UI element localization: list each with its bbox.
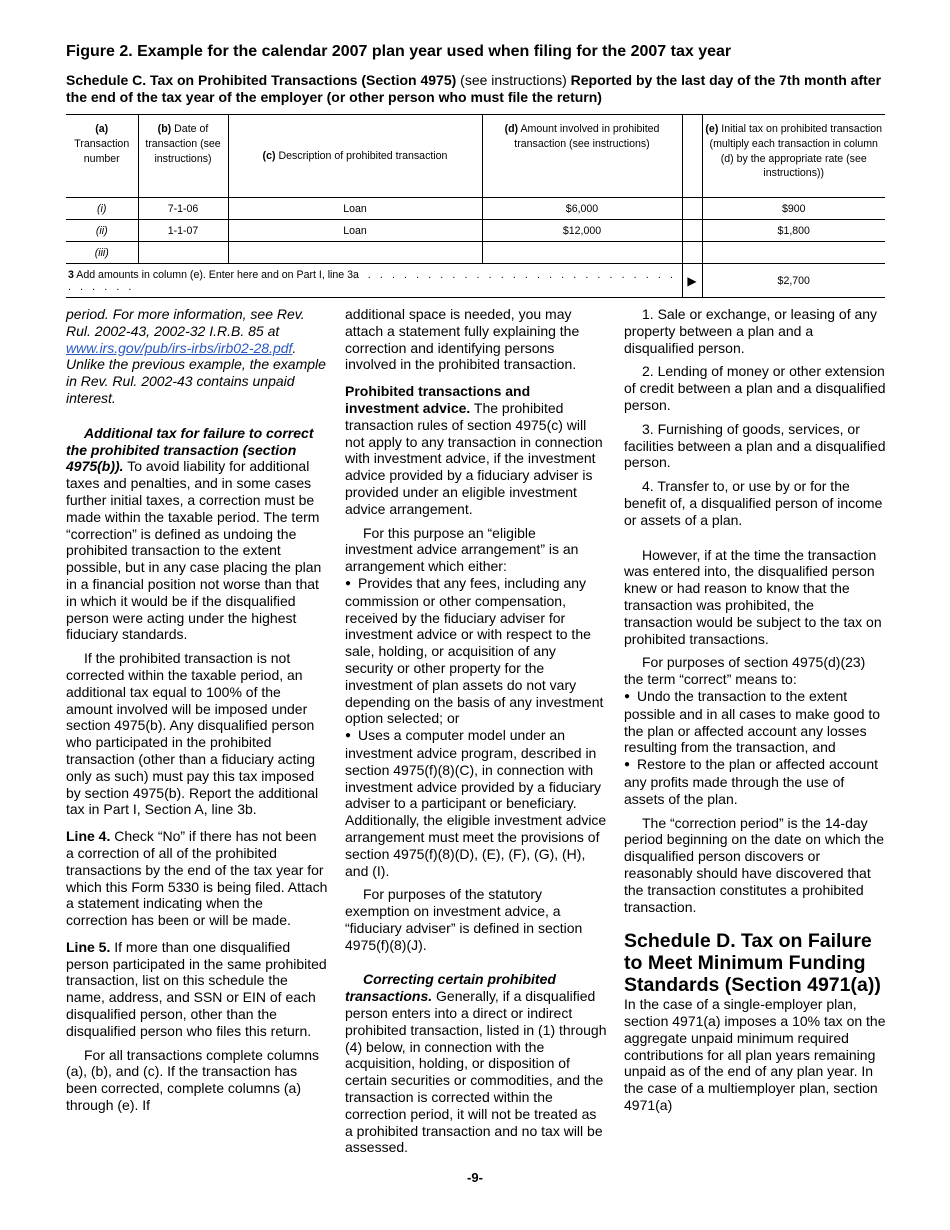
col3-item-4: 4. Transfer to, or use by or for the benefit of, a disqualified person of income or assets of a plan. (624, 478, 883, 528)
bullet-icon: ● (345, 577, 352, 589)
row-date: 7-1-06 (138, 198, 228, 220)
col3-paragraph-1: However, if at the time the transaction was entered into, the disqualified person knew or had reason to know that the transaction was prohibited, the transaction would be subject to the tax on prohibited transactions. (624, 546, 882, 647)
header-b: (b) Date of transaction (see instructions) (138, 115, 228, 198)
header-e: (e) Initial tax on prohibited transaction (multiply each transaction in column (d) by the appropriate rate (see instructions)) (702, 115, 885, 198)
header-spacer (682, 115, 702, 198)
total-label: 3 Add amounts in column (e). Enter here and on Part I, line 3a . . . . . . . . . . . . . . . . . . . . . . . . . . . . . . . . (66, 264, 682, 298)
col3-item-2: 2. Lending of money or other extension of credit between a plan and a disqualified person. (624, 363, 886, 413)
row-description (228, 242, 482, 264)
row-date (138, 242, 228, 264)
row-date: 1-1-07 (138, 220, 228, 242)
row-description: Loan (228, 220, 482, 242)
page-number: -9- (467, 1170, 483, 1185)
schedule-c-table (66, 114, 885, 298)
schedule-c-title (66, 72, 896, 106)
schedule-c-title-bold: Schedule C. Tax on Prohibited Transactions (Section 4975) (66, 72, 457, 88)
row-spacer (682, 242, 702, 264)
row-amount: $12,000 (482, 220, 682, 242)
schedule-c-title-note: (see instructions) (456, 72, 571, 88)
col3-bullet-2: ● Restore to the plan or affected account any profits made through the use of assets of the plan. (624, 756, 879, 807)
header-a: (a) Transaction number (66, 115, 138, 198)
col1-paragraph-2: Additional tax for failure to correct the prohibited transaction (section 4975(b)). To avoid liability for additional taxes and penalties, and in some cases further initial taxes, a correction must be made within the taxable period. The term “correction” is defined as undoing the prohibited transaction to the extent possible, but in any case placing the plan in a financial position not worse than that in which it would be if the disqualified person were acting under the highest fiduciary standards. (66, 424, 322, 643)
col3-paragraph-3: The “correction period” is the 14-day period beginning on the date on which the disqualified person discovers or reasonably should have discovered that the transaction constitutes a prohibited transaction. (624, 814, 884, 915)
total-value: $2,700 (702, 264, 885, 298)
header-d: (d) Amount involved in prohibited transaction (see instructions) (482, 115, 682, 198)
table-header-row (66, 115, 885, 198)
table-row (66, 198, 885, 220)
row-amount (482, 242, 682, 264)
row-spacer (682, 220, 702, 242)
col2-paragraph-1: additional space is needed, you may attach a statement fully explaining the correction and identifying persons involved in the prohibited transaction. (345, 306, 580, 373)
row-number: (ii) (66, 220, 138, 242)
col3-item-1: 1. Sale or exchange, or leasing of any property between a plan and a disqualified person. (624, 306, 878, 356)
header-c: (c) Description of prohibited transaction (228, 115, 482, 198)
col2-paragraph-4: Additionally, the eligible investment advice arrangement must meet the provisions of section 4975(f)(8)(D), (E), (F), (G), (H), and (I). (345, 812, 607, 879)
row-amount: $6,000 (482, 198, 682, 220)
col1-paragraph-6: For all transactions complete columns (a), (b), and (c). If the transaction has been corrected, complete columns (a) through (e). If (66, 1046, 319, 1114)
col2-paragraph-5: For purposes of the statutory exemption on investment advice, a “fiduciary adviser” is defined in section 4975(f)(8)(J). (345, 886, 583, 953)
schedule-d-heading: Schedule D. Tax on Failure to Meet Minimum Funding Standards (Section 4971(a)) (624, 930, 881, 997)
column-2 (345, 306, 607, 1156)
col3-paragraph-2: For purposes of section 4975(d)(23) the term “correct” means to: (624, 654, 866, 688)
row-tax: $900 (702, 198, 885, 220)
arrow-icon: ▶ (682, 264, 702, 298)
irs-link[interactable]: www.irs.gov/pub/irs-irbs/irb02-28.pdf (66, 339, 293, 356)
table-row (66, 220, 885, 242)
col2-paragraph-3: For this purpose an “eligible investment advice arrangement” is an arrangement which either: (345, 524, 579, 575)
figure-title: Figure 2. Example for the calendar 2007 plan year used when filing for the 2007 tax year (66, 43, 732, 60)
row-tax: $1,800 (702, 220, 885, 242)
col2-paragraph-2: Prohibited transactions and investment advice. The prohibited transaction rules of section 4975(c) will not apply to any transaction in connection with investment advice, if the investment advice provided by a fiduciary adviser is provided under an eligible investment advice arrangement. (345, 383, 603, 517)
col3-paragraph-4: In the case of a single-employer plan, section 4971(a) imposes a 10% tax on the aggregate unpaid minimum required contributions for all plan years remaining unpaid as of the end of any plan year. In the case of a multiemployer plan, section 4971(a) (624, 996, 886, 1114)
row-number: (iii) (66, 242, 138, 264)
table-row (66, 242, 885, 264)
col2-bullet-1: ● Provides that any fees, including any commission or other compensation, received by the fiduciary adviser for investment advice or with respect to the sale, holding, or acquisition of any security or other property for the investment of plan assets do not vary depending on the basis of any investment option selected; or (345, 574, 604, 727)
schedule-c-title-deadline: Reported by the last day of the 7th month after the end of the tax year of the employer (or other person who must file the return) (66, 72, 882, 105)
col3-item-3: 3. Furnishing of goods, services, or facilities between a plan and a disqualified person. (624, 420, 886, 471)
col2-bullet-2: ● Uses a computer model under an investment advice program, described in section 4975(f)(8)(C), in connection with investment advice provided by a fiduciary adviser to a participant or beneficiary. (345, 727, 602, 812)
row-description: Loan (228, 198, 482, 220)
col1-paragraph-3: If the prohibited transaction is not corrected within the taxable period, an additional tax equal to 100% of the amount involved will be imposed under section 4975(b). Any disqualified person who participated in the prohibited transaction (other than a fiduciary acting only as such) must pay this tax imposed by section 4975(b). Report the additional tax in Part I, Section A, line 3b. (66, 650, 319, 818)
row-tax (702, 242, 885, 264)
total-row (66, 264, 885, 298)
column-3 (624, 306, 886, 1114)
column-1 (66, 306, 328, 1114)
row-spacer (682, 198, 702, 220)
col2-paragraph-6: Correcting certain prohibited transactions. Generally, if a disqualified person enters into a direct or indirect prohibited transaction, listed in (1) through (4) below, in connection with the acquisition, holding, or disposition of certain securities or commodities, and the transaction is corrected within the correction period, it will not be treated as a prohibited transaction and no tax will be assessed. (345, 971, 607, 1156)
bullet-icon: ● (624, 759, 631, 771)
col1-line4: Line 4. Check “No” if there has not been a correction of all of the prohibited transactions by the end of the tax year for which this Form 5330 is being filed. Attach a statement indicating when the correction has been or will be made. (66, 828, 328, 929)
col3-bullet-1: ● Undo the transaction to the extent possible and in all cases to make good to the plan or affected account any losses resulting from the transaction, and (624, 687, 881, 756)
col1-paragraph-1: period. For more information, see Rev. Rul. 2002-43, 2002-32 I.R.B. 85 at www.irs.gov/pub/irs-irbs/irb02-28.pdf. Unlike the previous example, the example in Rev. Rul. 2002-43 contains unpaid interest. (66, 306, 326, 406)
row-number: (i) (66, 198, 138, 220)
col1-line5: Line 5. If more than one disqualified person participated in the same prohibited transaction, list on this schedule the name, address, and SSN or EIN of each disqualified person, other than the disqualified person who files this return. (66, 938, 327, 1039)
bullet-icon: ● (345, 730, 352, 742)
bullet-icon: ● (624, 690, 631, 702)
